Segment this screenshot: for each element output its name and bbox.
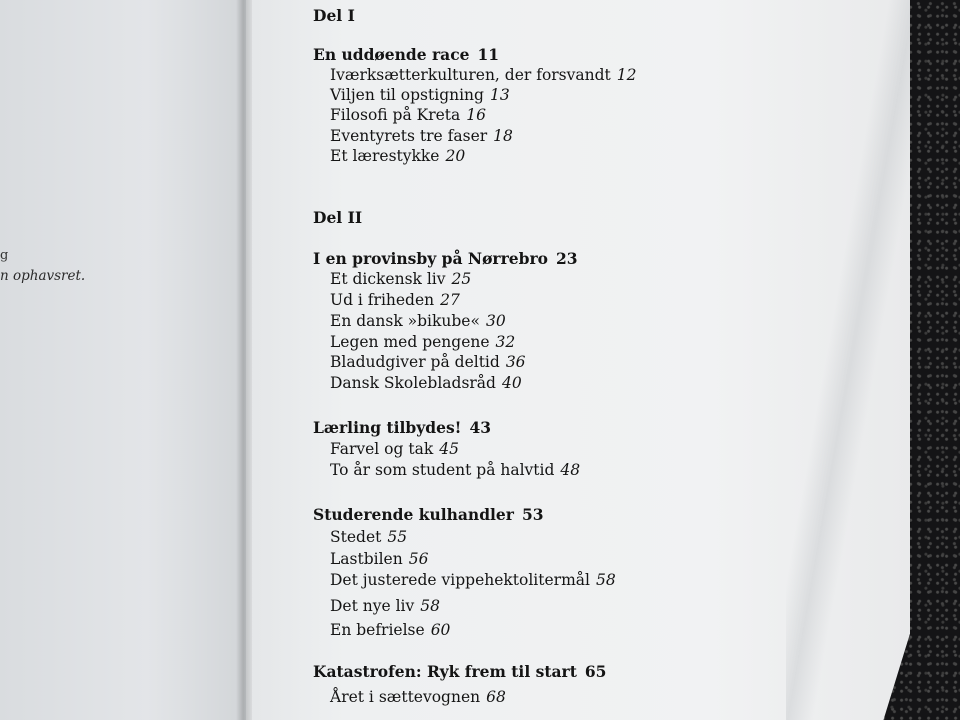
toc-title: Legen med pengene	[330, 333, 490, 351]
toc-title: Eventyrets tre faser	[330, 127, 488, 145]
toc-section	[330, 147, 465, 165]
toc-page-number: 43	[469, 418, 492, 437]
toc-page-number: 20	[445, 147, 466, 165]
toc-page-number: 32	[495, 333, 516, 351]
toc-title: En uddøende race	[313, 45, 470, 64]
toc-title: Lærling tilbydes!	[313, 418, 462, 437]
toc-title: Et dickensk liv	[330, 270, 446, 288]
toc-section	[330, 571, 616, 589]
gutter-shadow	[236, 0, 252, 720]
toc-section	[330, 270, 471, 288]
toc-title: Stedet	[330, 528, 382, 546]
toc-page-number: 23	[555, 249, 578, 268]
toc-chapter	[313, 249, 578, 268]
toc-title: Det nye liv	[330, 597, 415, 615]
toc-section	[330, 461, 580, 479]
left-page-char: g	[0, 248, 9, 263]
toc-section	[330, 66, 637, 84]
toc-section	[330, 550, 428, 568]
toc-page-number: 27	[440, 291, 460, 309]
toc-title: Iværksætterkulturen, der forsvandt	[330, 66, 611, 84]
toc-page-number: 55	[387, 528, 408, 546]
toc-page-number: 36	[505, 353, 526, 371]
toc-title: Viljen til opstigning	[330, 86, 484, 104]
toc-page-number: 40	[501, 374, 522, 392]
toc-section	[330, 353, 526, 371]
toc-title: Det justerede vippehektolitermål	[330, 571, 590, 589]
toc-page-number: 11	[477, 45, 500, 64]
page-fold	[786, 0, 916, 720]
toc-title: Dansk Skolebladsråd	[330, 374, 496, 392]
toc-title: Farvel og tak	[330, 440, 434, 458]
toc-title: Filosofi på Kreta	[330, 106, 461, 124]
toc-section	[330, 312, 506, 330]
toc-page-number: 68	[486, 688, 506, 706]
toc-page-number: 58	[595, 571, 616, 589]
toc-section	[330, 528, 407, 546]
toc-title: To år som student på halvtid	[330, 461, 555, 479]
toc-title: En befrielse	[330, 621, 425, 639]
left-page	[0, 0, 246, 720]
toc-title: Lastbilen	[330, 550, 403, 568]
toc-section	[330, 333, 515, 351]
toc-page-number: 60	[430, 621, 451, 639]
toc-section	[330, 440, 459, 458]
toc-page-number: 16	[466, 106, 487, 124]
toc-page-number: 12	[616, 66, 637, 84]
toc-section	[330, 597, 440, 615]
toc-chapter	[313, 45, 499, 64]
toc-chapter	[313, 418, 491, 437]
toc-part	[313, 208, 362, 227]
toc-section	[330, 291, 460, 309]
toc-title: I en provinsby på Nørrebro	[313, 249, 548, 268]
toc-section	[330, 621, 450, 639]
toc-title: Katastrofen: Ryk frem til start	[313, 662, 577, 681]
toc-section	[330, 374, 522, 392]
toc-title: Studerende kulhandler	[313, 505, 514, 524]
toc-page-number: 18	[493, 127, 513, 145]
toc-page-number: 48	[560, 461, 581, 479]
toc-page-number: 65	[584, 662, 607, 681]
toc-section	[330, 127, 513, 145]
toc-title: Et lærestykke	[330, 147, 440, 165]
toc-title: En dansk »bikube«	[330, 312, 480, 330]
toc-title: Del II	[313, 208, 363, 227]
toc-section	[330, 106, 486, 124]
toc-page-number: 25	[451, 270, 472, 288]
toc-part	[313, 6, 355, 25]
toc-page-number: 13	[489, 86, 510, 104]
toc-chapter	[313, 505, 544, 524]
toc-section	[330, 86, 510, 104]
toc-page-number: 56	[408, 550, 429, 568]
toc-chapter	[313, 662, 606, 681]
toc-page-number: 45	[439, 440, 459, 458]
toc-section	[330, 688, 506, 706]
toc-title: Del I	[313, 6, 355, 25]
toc-title: Bladudgiver på deltid	[330, 353, 500, 371]
toc-page-number: 53	[521, 505, 544, 524]
toc-title: Ud i friheden	[330, 291, 435, 309]
toc-page-number: 30	[485, 312, 506, 330]
toc-title: Året i sættevognen	[330, 688, 481, 706]
left-page-snippet: n ophavsret.	[0, 268, 86, 284]
toc-page-number: 58	[420, 597, 441, 615]
